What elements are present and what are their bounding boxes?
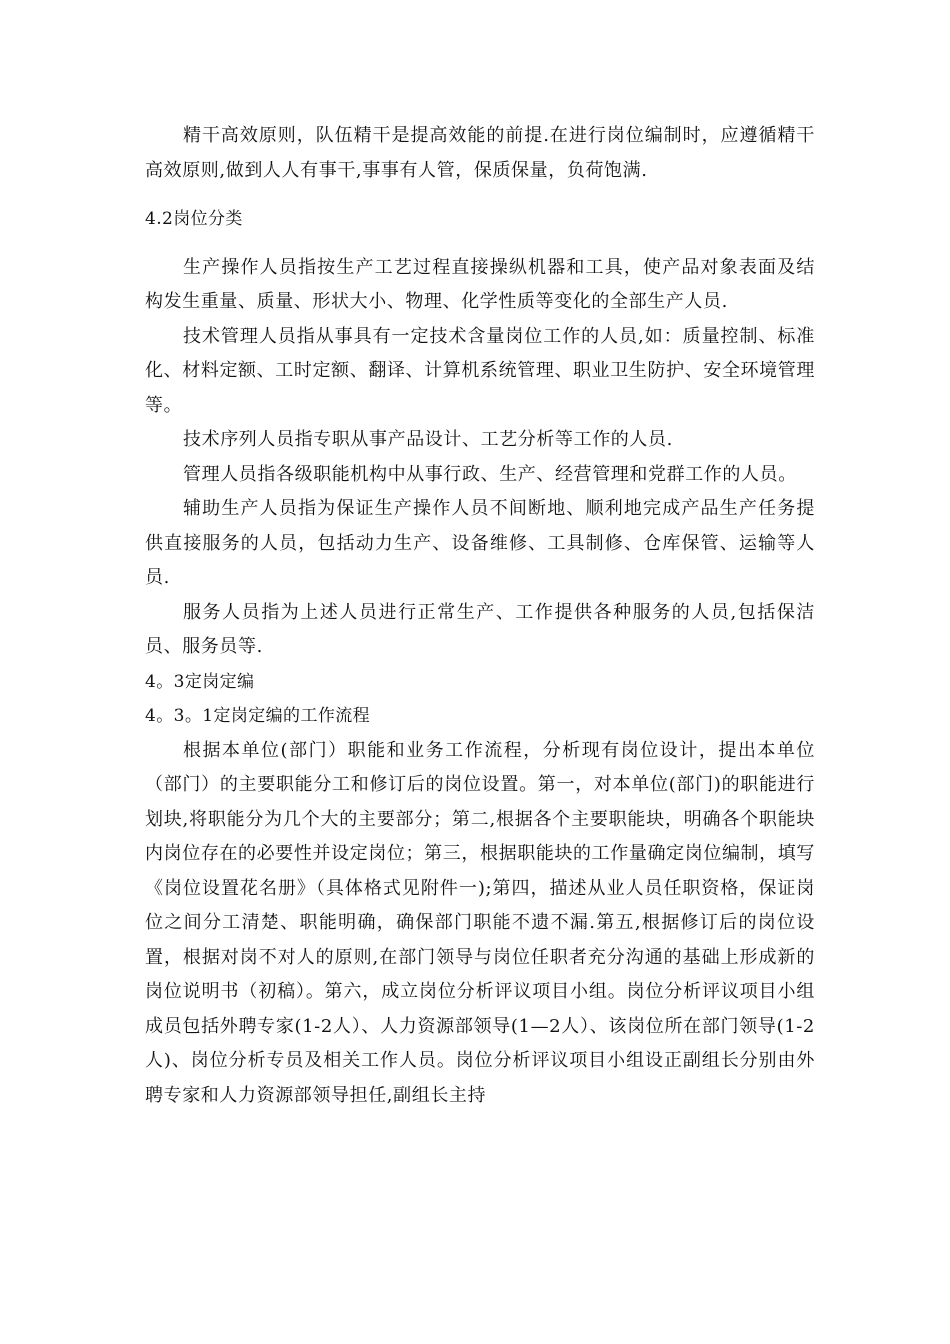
paragraph-management-staff: 管理人员指各级职能机构中从事行政、生产、经营管理和党群工作的人员。 [183,463,797,485]
paragraph-technical-sequence-staff: 技术序列人员指专职从事产品设计、工艺分析等工作的人员. [183,429,673,450]
section-heading-4-3-1: 4。3。1定岗定编的工作流程 [145,706,371,726]
section-heading-4-2: 4.2岗位分类 [145,209,243,229]
paragraph-technical-management-staff: 技术管理人员指从事具有一定技术含量岗位工作的人员,如：质量控制、标准化、材料定额、工时定额、翻译、计算机系统管理、职业卫生防护、安全环境管理等。 [145,325,815,416]
paragraph-production-staff: 生产操作人员指按生产工艺过程直接操纵机器和工具，使产品对象表面及结构发生重量、质量、形状大小、物理、化学性质等变化的全部生产人员. [145,256,815,312]
paragraph-principle: 精干高效原则，队伍精干是提高效能的前提.在进行岗位编制时，应遵循精干高效原则,做到人人有事干,事事有人管，保质保量，负荷饱满. [145,125,815,181]
section-heading-4-3: 4。3定岗定编 [145,671,255,692]
document-body [145,119,815,1113]
paragraph-service-staff: 服务人员指为上述人员进行正常生产、工作提供各种服务的人员,包括保洁员、服务员等. [145,601,815,657]
paragraph-workflow: 根据本单位(部门）职能和业务工作流程，分析现有岗位设计，提出本单位（部门）的主要职能分工和修订后的岗位设置。第一，对本单位(部门)的职能进行划块,将职能分为几个大的主要部分；第二,根据各个主要职能块，明确各个职能块内岗位存在的必要性并设定岗位；第三，根据职能块的工作量确定岗位编制，填写《岗位设置花名册》（具体格式见附件一);第四，描述从业人员任职资格，保证岗位之间分工清楚、职能明确，确保部门职能不遗不漏.第五,根据修订后的岗位设置，根据对岗不对人的原则,在部门领导与岗位任职者充分沟通的基础上形成新的岗位说明书（初稿）。第六，成立岗位分析评议项目小组。岗位分析评议项目小组成员包括外聘专家(1-2人）、人力资源部领导(1—2人）、该岗位所在部门领导(1-2人)、岗位分析专员及相关工作人员。岗位分析评议项目小组设正副组长分别由外聘专家和人力资源部领导担任,副组长主持 [145,739,815,1106]
paragraph-auxiliary-staff: 辅助生产人员指为保证生产操作人员不间断地、顺利地完成产品生产任务提供直接服务的人员，包括动力生产、设备维修、工具制修、仓库保管、运输等人员. [145,498,815,588]
